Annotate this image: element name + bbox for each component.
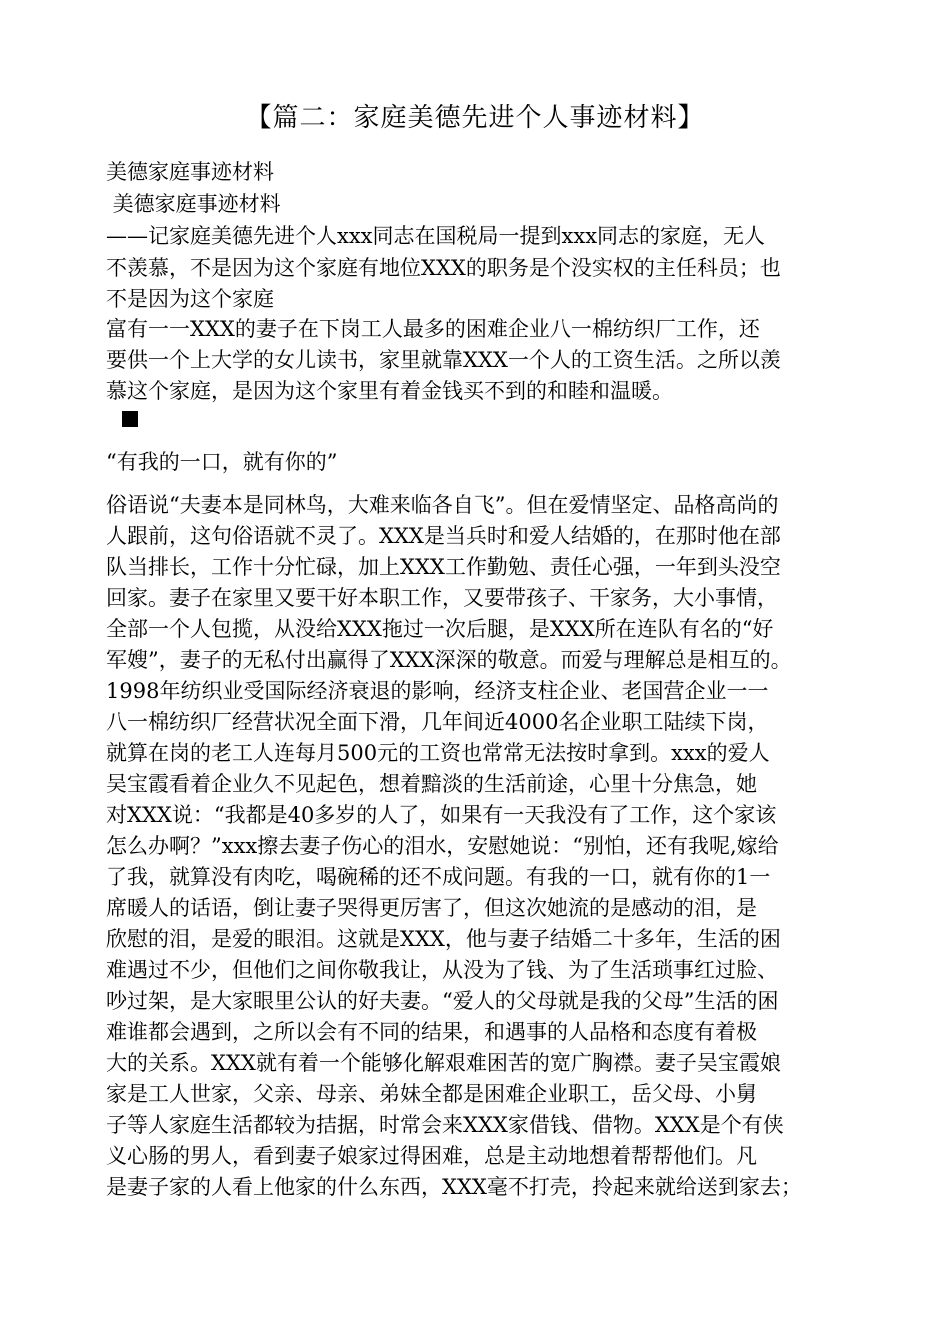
text-line: 人跟前，这句俗语就不灵了。XXX是当兵时和爱人结婚的，在那时他在部 bbox=[106, 524, 781, 548]
text-line: 军嫂”，妻子的无私付出赢得了XXX深深的敬意。而爱与理解总是相互的。 bbox=[106, 648, 792, 672]
text-line: 席暖人的话语，倒让妻子哭得更厉害了，但这次她流的是感动的泪，是 bbox=[106, 896, 757, 920]
text-line: 怎么办啊？”xxx擦去妻子伤心的泪水，安慰她说：“别怕，还有我呢,嫁给 bbox=[106, 834, 779, 858]
text-line: 难谁都会遇到，之所以会有不同的结果，和遇事的人品格和态度有着极 bbox=[106, 1020, 757, 1044]
text-line: 是妻子家的人看上他家的什么东西，XXX毫不打壳，拎起来就给送到家去； bbox=[106, 1175, 802, 1199]
text-line: 欣慰的泪，是爱的眼泪。这就是XXX，他与妻子结婚二十多年，生活的困 bbox=[106, 927, 781, 951]
text-line: 美德家庭事迹材料 bbox=[106, 192, 281, 216]
document-title: 【篇二：家庭美德先进个人事迹材料】 bbox=[245, 103, 705, 133]
text-line: 1998年纺织业受国际经济衰退的影响，经济支柱企业、老国营企业一一 bbox=[106, 679, 769, 703]
text-line: 子等人家庭生活都较为拮据，时常会来XXX家借钱、借物。XXX是个有侠 bbox=[106, 1113, 784, 1137]
text-line: 俗语说“夫妻本是同林鸟，大难来临各自飞”。但在爱情坚定、品格高尚的 bbox=[106, 493, 779, 517]
text-line: 吵过架，是大家眼里公认的好夫妻。“爱人的父母就是我的父母”生活的困 bbox=[106, 989, 779, 1013]
text-line: 难遇过不少，但他们之间你敬我让，从没为了钱、为了生活琐事红过脸、 bbox=[106, 958, 778, 982]
text-line: 不羡慕，不是因为这个家庭有地位XXX的职务是个没实权的主任科员；也 bbox=[106, 256, 781, 280]
text-line: 大的关系。XXX就有着一个能够化解艰难困苦的宽广胸襟。妻子吴宝霞娘 bbox=[106, 1051, 781, 1075]
section-heading: “有我的一口，就有你的” bbox=[106, 450, 338, 474]
text-line: 吴宝霞看着企业久不见起色，想着黯淡的生活前途，心里十分焦急，她 bbox=[106, 772, 757, 796]
text-line: 美德家庭事迹材料 bbox=[106, 160, 274, 184]
text-line: 回家。妻子在家里又要干好本职工作，又要带孩子、干家务，大小事情， bbox=[106, 586, 778, 610]
text-line: 家是工人世家，父亲、母亲、弟妹全都是困难企业职工，岳父母、小舅 bbox=[106, 1082, 757, 1106]
text-line: 八一棉纺织厂经营状况全面下滑，几年间近4000名企业职工陆续下岗， bbox=[106, 710, 769, 734]
text-line: 就算在岗的老工人连每月500元的工资也常常无法按时拿到。xxx的爱人 bbox=[106, 741, 770, 765]
text-line: 要供一个上大学的女儿读书，家里就靠XXX一个人的工资生活。之所以羡 bbox=[106, 348, 781, 372]
text-line: ——记家庭美德先进个人xxx同志在国税局一提到xxx同志的家庭，无人 bbox=[106, 224, 766, 248]
text-line: 富有一一XXX的妻子在下岗工人最多的困难企业八一棉纺织厂工作，还 bbox=[106, 317, 760, 341]
text-line: 不是因为这个家庭 bbox=[106, 287, 274, 311]
text-line: 对XXX说：“我都是40多岁的人了，如果有一天我没有了工作，这个家该 bbox=[106, 803, 777, 827]
text-line: 慕这个家庭，是因为这个家里有着金钱买不到的和睦和温暖。 bbox=[106, 379, 673, 403]
text-line: 全部一个人包揽，从没给XXX拖过一次后腿，是XXX所在连队有名的“好 bbox=[106, 617, 774, 641]
black-square-icon bbox=[122, 411, 138, 427]
text-line: 队当排长，工作十分忙碌，加上XXX工作勤勉、责任心强，一年到头没空 bbox=[106, 555, 781, 579]
text-line: 了我，就算没有肉吃，喝碗稀的还不成问题。有我的一口，就有你的1一 bbox=[106, 865, 771, 889]
text-line: 义心肠的男人，看到妻子娘家过得困难，总是主动地想着帮帮他们。凡 bbox=[106, 1144, 757, 1168]
